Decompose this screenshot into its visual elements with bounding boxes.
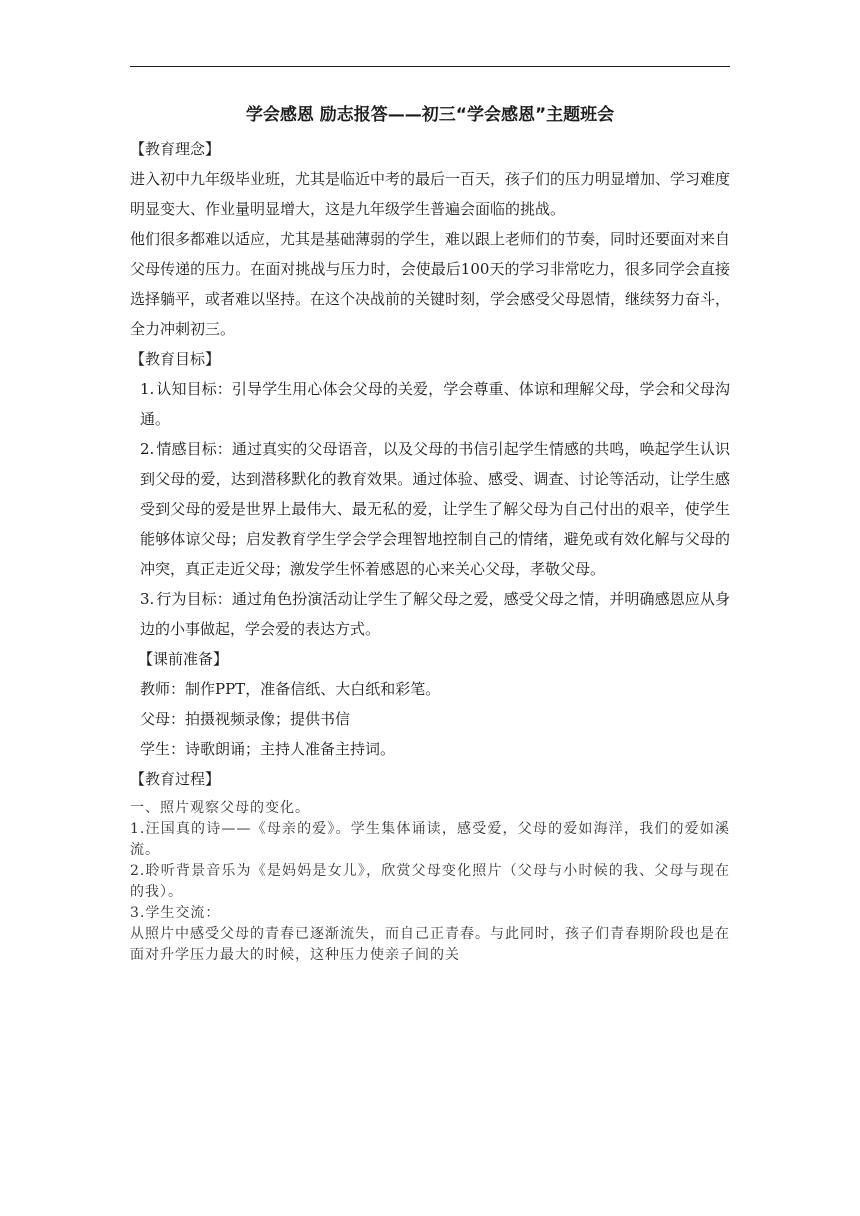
goal-text: 认知目标：引导学生用心体会父母的关爱，学会尊重、体谅和理解父母，学会和父母沟通。 bbox=[140, 380, 730, 428]
process-section bbox=[130, 798, 730, 966]
process-line: 一、照片观察父母的变化。 bbox=[130, 800, 310, 816]
heading-process: 【教育过程】 bbox=[130, 770, 221, 788]
goal-item bbox=[130, 374, 730, 434]
heading-goals: 【教育目标】 bbox=[130, 350, 221, 368]
preparation-item: 父母：拍摄视频录像；提供书信 bbox=[140, 710, 351, 728]
process-line: 3.学生交流： bbox=[130, 905, 221, 921]
goal-item bbox=[130, 584, 730, 644]
document-body bbox=[130, 100, 730, 966]
goal-text: 行为目标：通过角色扮演活动让学生了解父母之爱，感受父母之情，并明确感恩应从身边的小事做起，学会爱的表达方式。 bbox=[140, 590, 730, 638]
process-line: 从照片中感受父母的青春已逐渐流失，而自己正青春。与此同时，孩子们青春期阶段也是在面对升学压力最大的时候，这种压力使亲子间的关 bbox=[130, 926, 730, 963]
goal-item bbox=[130, 434, 730, 584]
philosophy-paragraph: 他们很多都难以适应，尤其是基础薄弱的学生，难以跟上老师们的节奏，同时还要面对来自父母传递的压力。在面对挑战与压力时，会使最后100天的学习非常吃力，很多同学会直接选择躺平，或者难以坚持。在这个决战前的关键时刻，学会感受父母恩情，继续努力奋斗，全力冲刺初三。 bbox=[130, 230, 731, 338]
preparation-item: 学生：诗歌朗诵；主持人准备主持词。 bbox=[140, 740, 396, 758]
goal-number: 1. bbox=[140, 380, 155, 398]
heading-philosophy: 【教育理念】 bbox=[130, 140, 221, 158]
process-line: 2.聆听背景音乐为《是妈妈是女儿》，欣赏父母变化照片（父母与小时候的我、父母与现在的我）。 bbox=[130, 863, 730, 900]
document-title: 学会感恩 励志报答——初三“学会感恩”主题班会 bbox=[245, 105, 615, 125]
goal-number: 2. bbox=[140, 440, 155, 458]
heading-preparation: 【课前准备】 bbox=[138, 650, 229, 668]
goal-text: 情感目标：通过真实的父母语音，以及父母的书信引起学生情感的共鸣，唤起学生认识到父母的爱，达到潜移默化的教育效果。通过体验、感受、调查、讨论等活动，让学生感受到父母的爱是世界上最伟大、最无私的爱，让学生了解父母为自己付出的艰辛，使学生能够体谅父母；启发教育学生学会学会理智地控制自己的情绪，避免或有效化解与父母的冲突，真正走近父母；激发学生怀着感恩的心来关心父母，孝敬父母。 bbox=[140, 440, 730, 578]
preparation-item: 教师：制作PPT，准备信纸、大白纸和彩笔。 bbox=[140, 680, 441, 698]
philosophy-paragraph: 进入初中九年级毕业班，尤其是临近中考的最后一百天，孩子们的压力明显增加、学习难度明显变大、作业量明显增大，这是九年级学生普遍会面临的挑战。 bbox=[130, 170, 731, 218]
process-line: 1.汪国真的诗——《母亲的爱》。学生集体诵读，感受爱，父母的爱如海洋，我们的爱如溪流。 bbox=[130, 821, 730, 858]
header-rule bbox=[130, 66, 730, 67]
goal-number: 3. bbox=[140, 590, 155, 608]
